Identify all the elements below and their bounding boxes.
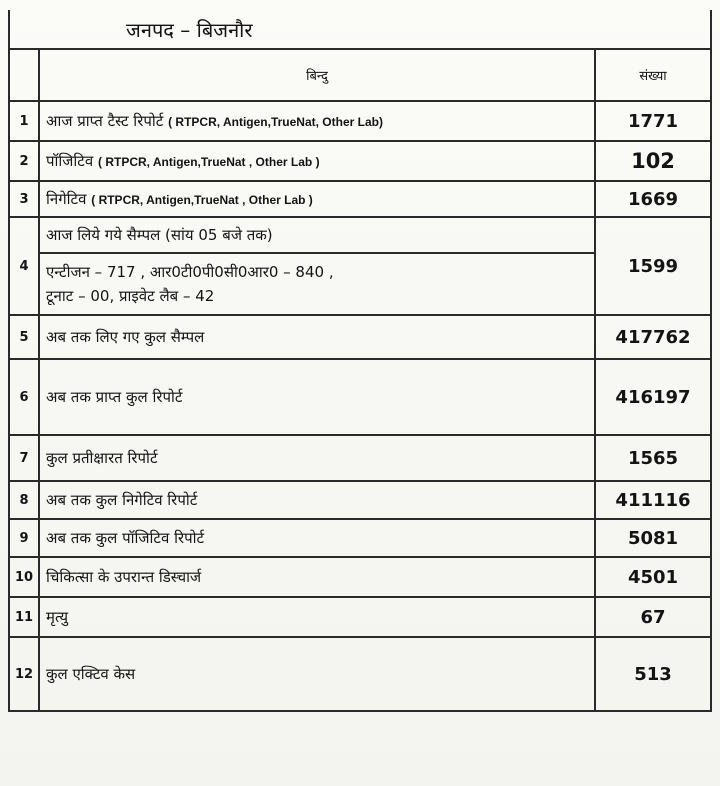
row-count: 411116 (595, 481, 711, 519)
table-row (9, 481, 711, 519)
bijnor-covid-table (8, 10, 712, 712)
row-number: 8 (9, 481, 39, 519)
row-item-lab: ( RTPCR, Antigen,TrueNat , Other Lab ) (98, 155, 320, 169)
table-row (9, 315, 711, 359)
row-count: 67 (595, 597, 711, 637)
row-number: 6 (9, 359, 39, 435)
row-count: 416197 (595, 359, 711, 435)
row-item-detail (39, 253, 595, 315)
sn-header (9, 49, 39, 101)
row-number: 4 (9, 217, 39, 315)
table-row (9, 217, 711, 253)
row-item: अब तक कुल पॉजिटिव रिपोर्ट (39, 519, 595, 557)
table-row (9, 637, 711, 711)
row-number: 9 (9, 519, 39, 557)
row-item-text: निगेटिव (46, 190, 87, 208)
row-count: 1669 (595, 181, 711, 217)
row-number: 12 (9, 637, 39, 711)
row-item (39, 141, 595, 181)
title-row (9, 10, 711, 49)
row-item: अब तक कुल निगेटिव रिपोर्ट (39, 481, 595, 519)
table-row (9, 141, 711, 181)
row-count: 417762 (595, 315, 711, 359)
row-number: 11 (9, 597, 39, 637)
row-item-lab: ( RTPCR, Antigen,TrueNat, Other Lab) (168, 115, 383, 129)
row-item: अब तक प्राप्त कुल रिपोर्ट (39, 359, 595, 435)
row-item (39, 101, 595, 141)
row-item-text: आज प्राप्त टैस्ट रिपोर्ट (46, 112, 164, 130)
page-title: जनपद – बिजनौर (9, 10, 711, 49)
table-row (9, 181, 711, 217)
table-row (9, 101, 711, 141)
row-number: 3 (9, 181, 39, 217)
row-count: 5081 (595, 519, 711, 557)
row-number: 5 (9, 315, 39, 359)
row-item: कुल प्रतीक्षारत रिपोर्ट (39, 435, 595, 481)
row-item: अब तक लिए गए कुल सैम्पल (39, 315, 595, 359)
header-row (9, 49, 711, 101)
table-row (9, 435, 711, 481)
row-count: 1771 (595, 101, 711, 141)
row-item (39, 181, 595, 217)
table-row (9, 519, 711, 557)
table-row (9, 557, 711, 597)
row-number: 10 (9, 557, 39, 597)
table-row (9, 359, 711, 435)
row-number: 2 (9, 141, 39, 181)
row-count: 1599 (595, 217, 711, 315)
row-item: कुल एक्टिव केस (39, 637, 595, 711)
row-count: 1565 (595, 435, 711, 481)
row-item-lab: ( RTPCR, Antigen,TrueNat , Other Lab ) (91, 193, 313, 207)
row-count: 513 (595, 637, 711, 711)
count-header: संख्या (595, 49, 711, 101)
row-item-text: पॉजिटिव (46, 152, 94, 170)
detail-line: एन्टीजन – 717 , आर0टी0पी0सी0आर0 – 840 , (46, 263, 334, 281)
row-item: चिकित्सा के उपरान्त डिस्चार्ज (39, 557, 595, 597)
row-number: 7 (9, 435, 39, 481)
row-count: 4501 (595, 557, 711, 597)
detail-line: टूनाट – 00, प्राइवेट लैब – 42 (46, 287, 215, 305)
table-row (9, 597, 711, 637)
row-count: 102 (595, 141, 711, 181)
row-item: मृत्यु (39, 597, 595, 637)
row-number: 1 (9, 101, 39, 141)
item-header: बिन्दु (39, 49, 595, 101)
row-item: आज लिये गये सैम्पल (सांय 05 बजे तक) (39, 217, 595, 253)
